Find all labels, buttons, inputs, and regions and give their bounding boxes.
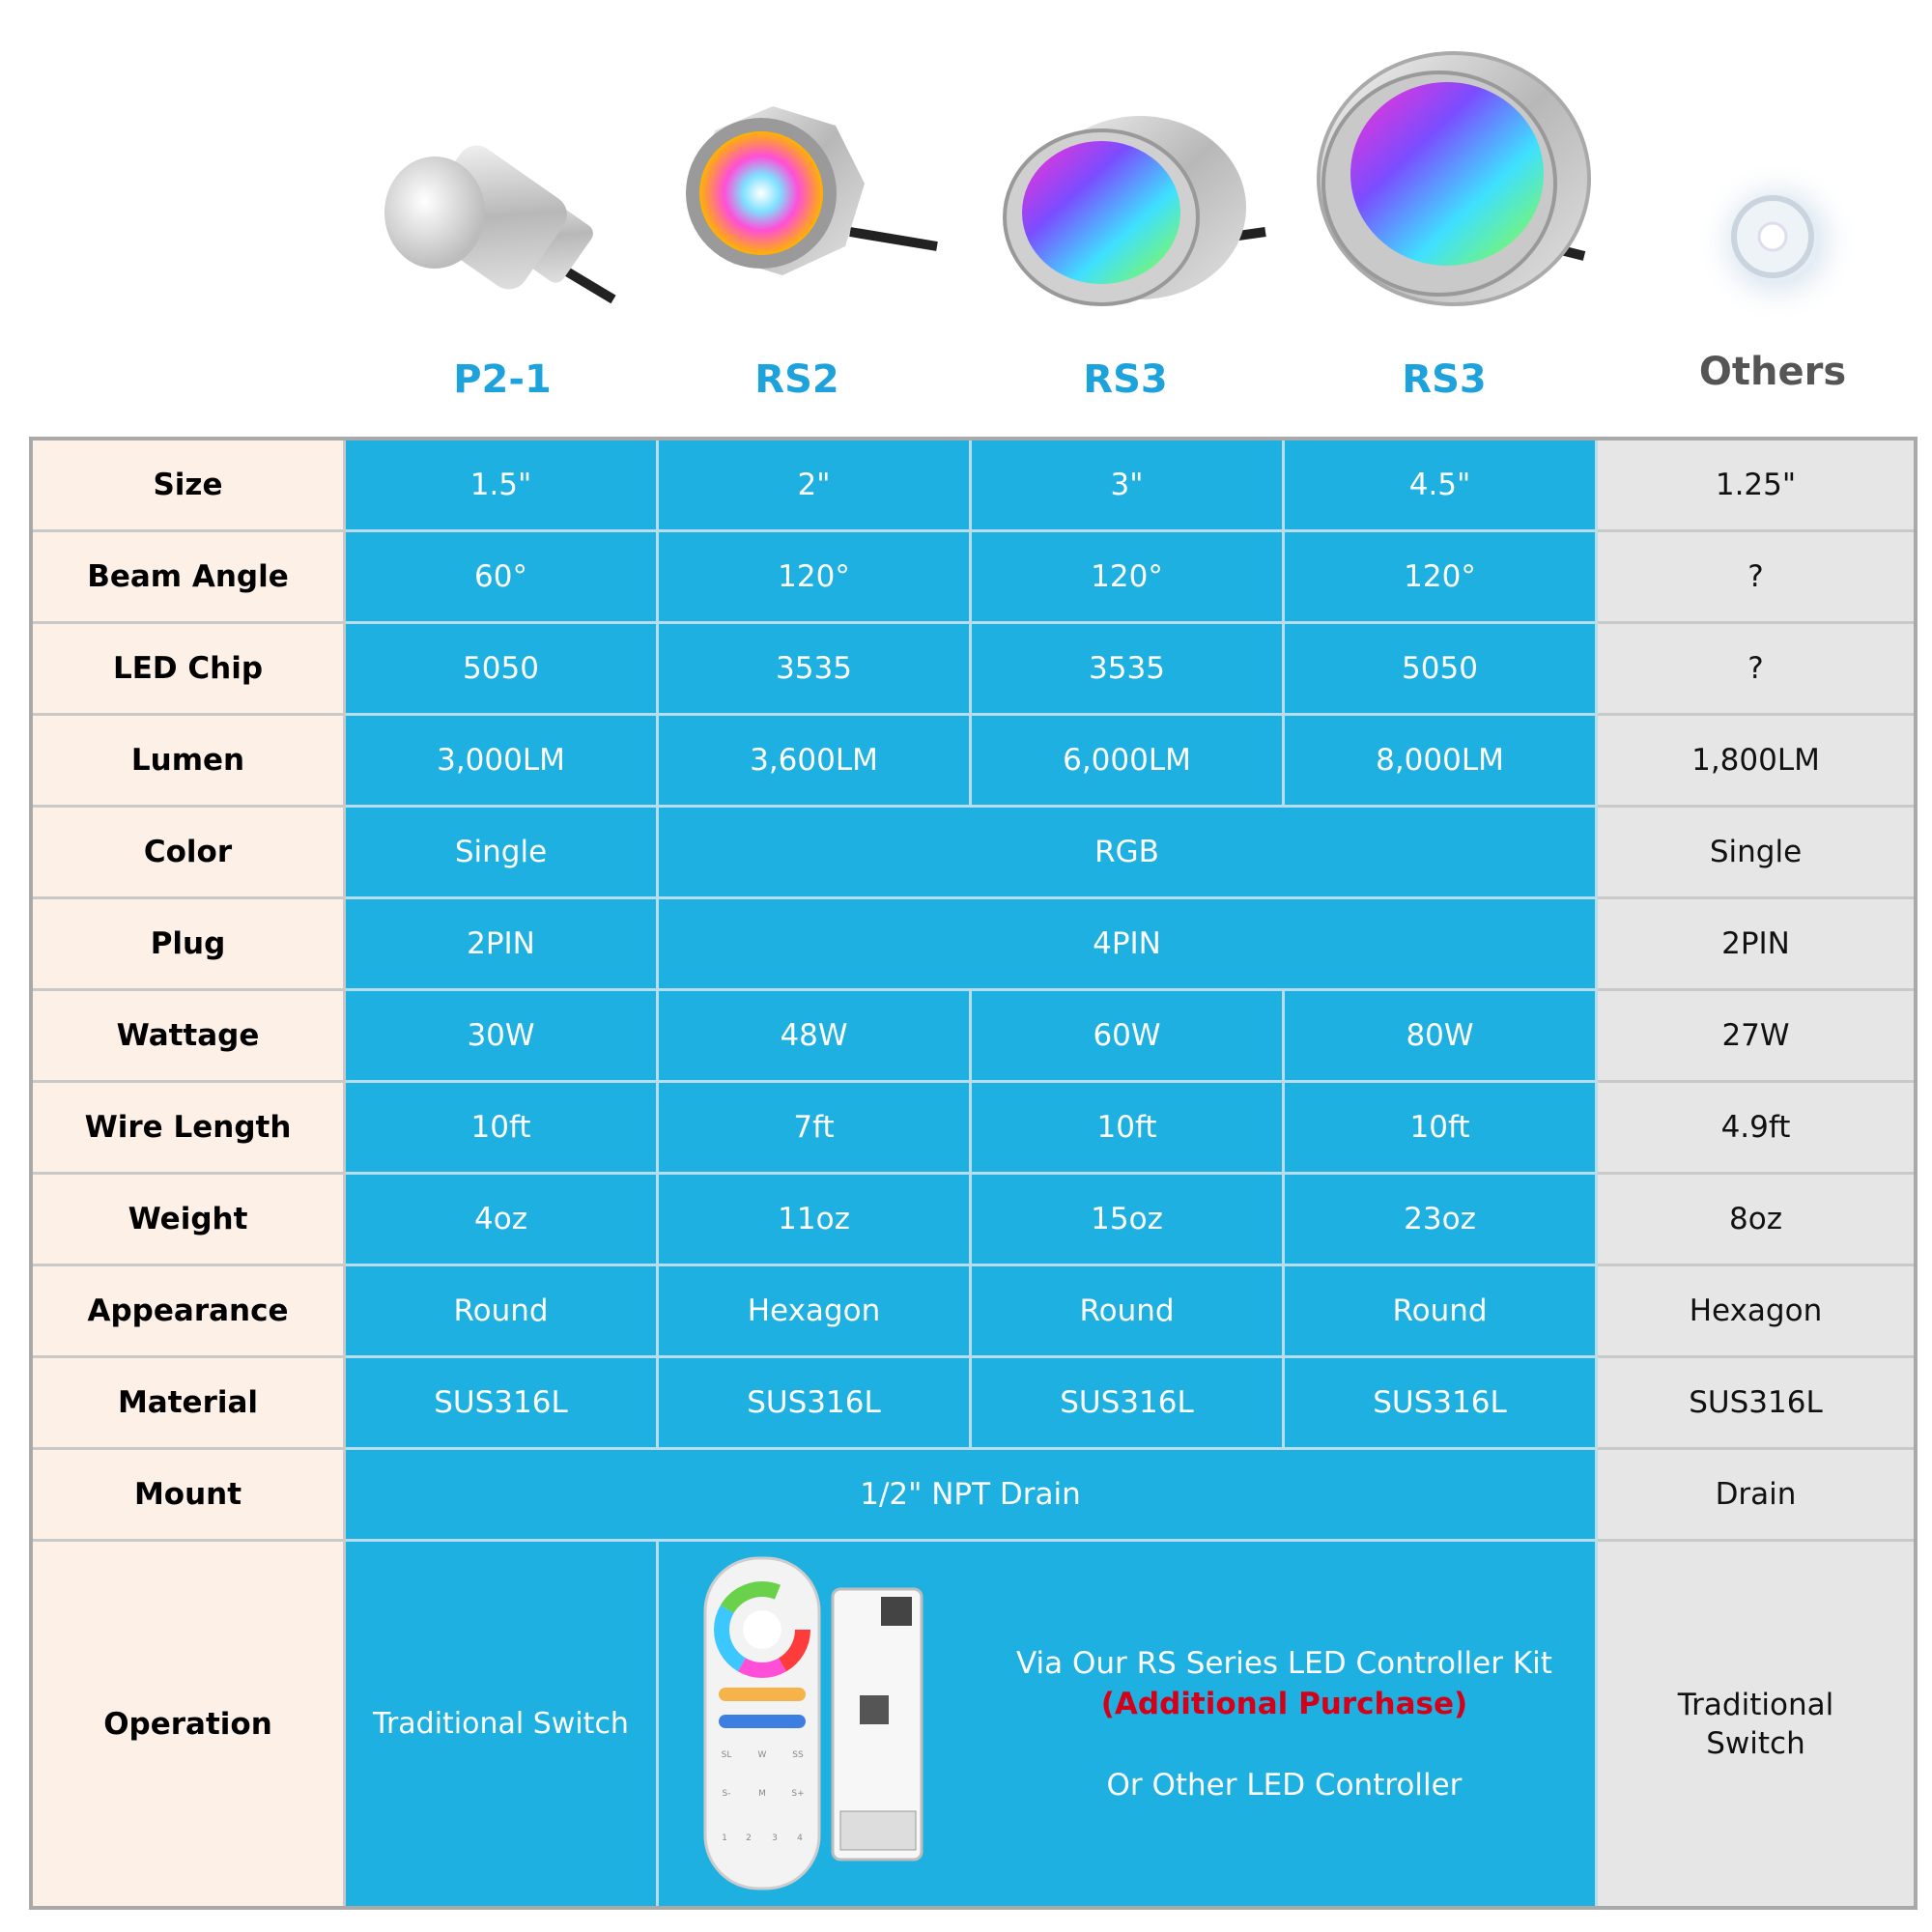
product-label-others: Others xyxy=(1698,350,1847,394)
cell-weight-others: 8oz xyxy=(1598,1175,1914,1266)
cell-lumen-rs3-45in: 8,000LM xyxy=(1285,716,1598,808)
cell-chip-rs3-3in: 3535 xyxy=(972,624,1285,716)
product-others xyxy=(1613,39,1932,415)
cell-appearance-rs2: Hexagon xyxy=(659,1266,972,1358)
row-label-wattage: Wattage xyxy=(33,991,346,1083)
rs3-3in-light-image xyxy=(966,39,1285,328)
cell-wattage-rs3-3in: 60W xyxy=(972,991,1285,1083)
remote-button-zone-3: 3 xyxy=(772,1833,778,1843)
cell-weight-p21: 4oz xyxy=(346,1175,659,1266)
row-label-plug: Plug xyxy=(33,899,346,991)
cell-appearance-p21: Round xyxy=(346,1266,659,1358)
cell-wire-p21: 10ft xyxy=(346,1083,659,1175)
cell-operation-p21: Traditional Switch xyxy=(346,1542,659,1906)
additional-purchase-note: (Additional Purchase) xyxy=(1100,1686,1468,1721)
cell-material-rs3-3in: SUS316L xyxy=(972,1358,1285,1450)
remote-button-sl: SL xyxy=(721,1749,732,1760)
others-light-image xyxy=(1613,39,1932,328)
row-label-operation: Operation xyxy=(33,1542,346,1906)
cell-chip-rs2: 3535 xyxy=(659,624,972,716)
row-label-led-chip: LED Chip xyxy=(33,624,346,716)
cell-beam-others: ? xyxy=(1598,532,1914,624)
cell-operation-others: Traditional Switch xyxy=(1598,1542,1914,1906)
brightness-slider xyxy=(719,1688,806,1701)
remote-button-m: M xyxy=(758,1788,766,1799)
cell-wire-rs3-3in: 10ft xyxy=(972,1083,1285,1175)
cell-chip-rs3-45in: 5050 xyxy=(1285,624,1598,716)
cell-chip-others: ? xyxy=(1598,624,1914,716)
cell-size-rs3-3in: 3" xyxy=(972,440,1285,532)
cell-material-others: SUS316L xyxy=(1598,1358,1914,1450)
row-label-appearance: Appearance xyxy=(33,1266,346,1358)
receiver-terminal-bottom xyxy=(840,1811,916,1850)
cell-plug-p21: 2PIN xyxy=(346,899,659,991)
product-rs3-45in xyxy=(1285,39,1604,415)
cell-appearance-rs3-3in: Round xyxy=(972,1266,1285,1358)
cell-lumen-rs2: 3,600LM xyxy=(659,716,972,808)
cell-wire-others: 4.9ft xyxy=(1598,1083,1914,1175)
cell-appearance-others: Hexagon xyxy=(1598,1266,1914,1358)
row-label-mount: Mount xyxy=(33,1450,346,1542)
receiver-terminal-top xyxy=(881,1597,912,1626)
cell-weight-rs3-3in: 15oz xyxy=(972,1175,1285,1266)
cell-material-p21: SUS316L xyxy=(346,1358,659,1450)
product-label-p21: P2-1 xyxy=(453,357,552,402)
p21-light-image xyxy=(343,39,662,328)
cell-color-p21: Single xyxy=(346,808,659,899)
remote-button-zone-2: 2 xyxy=(746,1833,752,1843)
cell-wattage-others: 27W xyxy=(1598,991,1914,1083)
remote-button-zone-1: 1 xyxy=(722,1833,727,1843)
cell-weight-rs2: 11oz xyxy=(659,1175,972,1266)
product-rs2 xyxy=(638,39,956,415)
controller-kit-image xyxy=(697,1550,939,1898)
cell-beam-p21: 60° xyxy=(346,532,659,624)
product-header xyxy=(0,0,1932,425)
cell-wattage-rs3-45in: 80W xyxy=(1285,991,1598,1083)
remote-button-s-minus: S- xyxy=(722,1788,731,1799)
cell-wire-rs3-45in: 10ft xyxy=(1285,1083,1598,1175)
cell-color-rgb-merged: RGB xyxy=(659,808,1598,899)
row-label-lumen: Lumen xyxy=(33,716,346,808)
cell-plug-4pin-merged: 4PIN xyxy=(659,899,1598,991)
cell-plug-others: 2PIN xyxy=(1598,899,1914,991)
cell-weight-rs3-45in: 23oz xyxy=(1285,1175,1598,1266)
receiver-qr-code xyxy=(860,1695,889,1724)
cell-size-others: 1.25" xyxy=(1598,440,1914,532)
product-label-rs2: RS2 xyxy=(754,357,839,402)
cell-material-rs3-45in: SUS316L xyxy=(1285,1358,1598,1450)
row-label-wire-length: Wire Length xyxy=(33,1083,346,1175)
cell-chip-p21: 5050 xyxy=(346,624,659,716)
cell-material-rs2: SUS316L xyxy=(659,1358,972,1450)
cell-lumen-others: 1,800LM xyxy=(1598,716,1914,808)
row-label-size: Size xyxy=(33,440,346,532)
cell-mount-merged: 1/2" NPT Drain xyxy=(346,1450,1598,1542)
product-label-rs3-45in: RS3 xyxy=(1402,357,1487,402)
cell-beam-rs3-45in: 120° xyxy=(1285,532,1598,624)
controller-kit-line3: Or Other LED Controller xyxy=(1106,1767,1463,1803)
cell-wire-rs2: 7ft xyxy=(659,1083,972,1175)
cell-wattage-p21: 30W xyxy=(346,991,659,1083)
cell-lumen-p21: 3,000LM xyxy=(346,716,659,808)
rs2-light-image xyxy=(638,39,956,328)
remote-button-w: W xyxy=(757,1749,767,1760)
cell-beam-rs3-3in: 120° xyxy=(972,532,1285,624)
cell-lumen-rs3-3in: 6,000LM xyxy=(972,716,1285,808)
controller-kit-line1: Via Our RS Series LED Controller Kit xyxy=(1016,1645,1552,1681)
row-label-beam-angle: Beam Angle xyxy=(33,532,346,624)
cell-wattage-rs2: 48W xyxy=(659,991,972,1083)
product-p21 xyxy=(343,39,662,415)
cell-appearance-rs3-45in: Round xyxy=(1285,1266,1598,1358)
remote-button-zone-4: 4 xyxy=(797,1833,803,1843)
comparison-table xyxy=(29,437,1918,1910)
cell-size-p21: 1.5" xyxy=(346,440,659,532)
rs3-45in-light-image xyxy=(1285,39,1604,328)
remote-button-s-plus: S+ xyxy=(791,1788,805,1799)
cell-beam-rs2: 120° xyxy=(659,532,972,624)
cell-operation-controller-kit xyxy=(659,1542,1598,1906)
row-label-weight: Weight xyxy=(33,1175,346,1266)
row-label-color: Color xyxy=(33,808,346,899)
cell-size-rs3-45in: 4.5" xyxy=(1285,440,1598,532)
speed-slider xyxy=(719,1715,806,1728)
cell-mount-others: Drain xyxy=(1598,1450,1914,1542)
product-rs3-3in xyxy=(966,39,1285,415)
remote-button-ss: SS xyxy=(792,1749,804,1760)
cell-size-rs2: 2" xyxy=(659,440,972,532)
cell-color-others: Single xyxy=(1598,808,1914,899)
controller-kit-text xyxy=(1016,1643,1552,1805)
row-label-material: Material xyxy=(33,1358,346,1450)
color-wheel-center xyxy=(743,1610,781,1649)
product-label-rs3-3in: RS3 xyxy=(1083,357,1168,402)
